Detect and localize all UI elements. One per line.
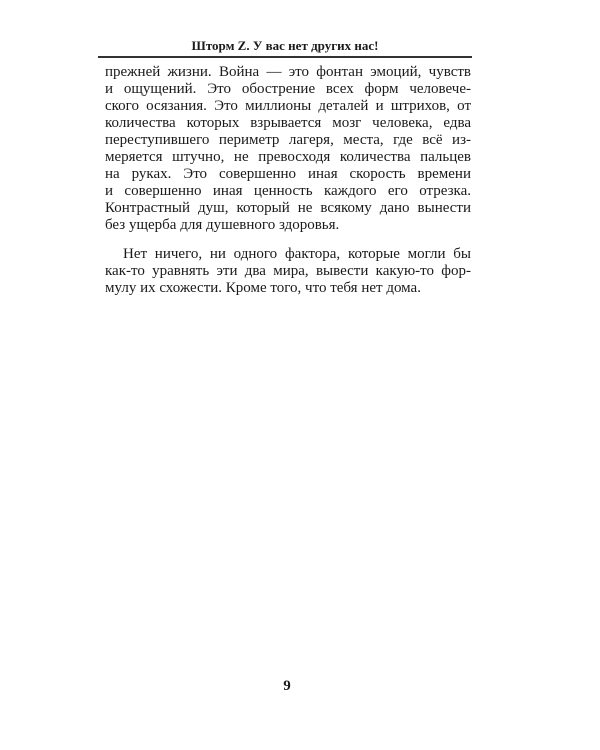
text-line: и совершенно иная ценность каждого его отрезка. [105, 183, 471, 199]
text-line: без ущерба для душевного здоровья. [105, 217, 340, 233]
text-line: количества которых взрывается мозг человека, едва [105, 115, 471, 131]
text-line: и ощущений. Это обострение всех форм человече- [105, 81, 471, 97]
text-line: ского осязания. Это миллионы деталей и штрихов, от [105, 98, 471, 114]
paragraph-2 [105, 246, 471, 297]
paragraph-1 [105, 64, 471, 234]
text-line: на руках. Это совершенно иная скорость времени [105, 166, 471, 182]
text-line: переступившего периметр лагеря, места, где всё из- [105, 132, 471, 148]
text-line: прежней жизни. Война — это фонтан эмоций, чувств [105, 64, 471, 80]
text-line: Контрастный душ, который не всякому дано вынести [105, 200, 471, 216]
running-header: Шторм Z. У вас нет других нас! [191, 38, 379, 53]
header-rule [98, 56, 472, 58]
text-line: меряется штучно, не превосходя количества пальцев [105, 149, 471, 165]
text-line: Нет ничего, ни одного фактора, которые могли бы [123, 246, 471, 262]
text-line: как-то уравнять эти два мира, вывести какую-то фор- [105, 263, 471, 279]
text-line: мулу их схожести. Кроме того, что тебя нет дома. [105, 280, 421, 296]
page-number: 9 [283, 678, 291, 694]
